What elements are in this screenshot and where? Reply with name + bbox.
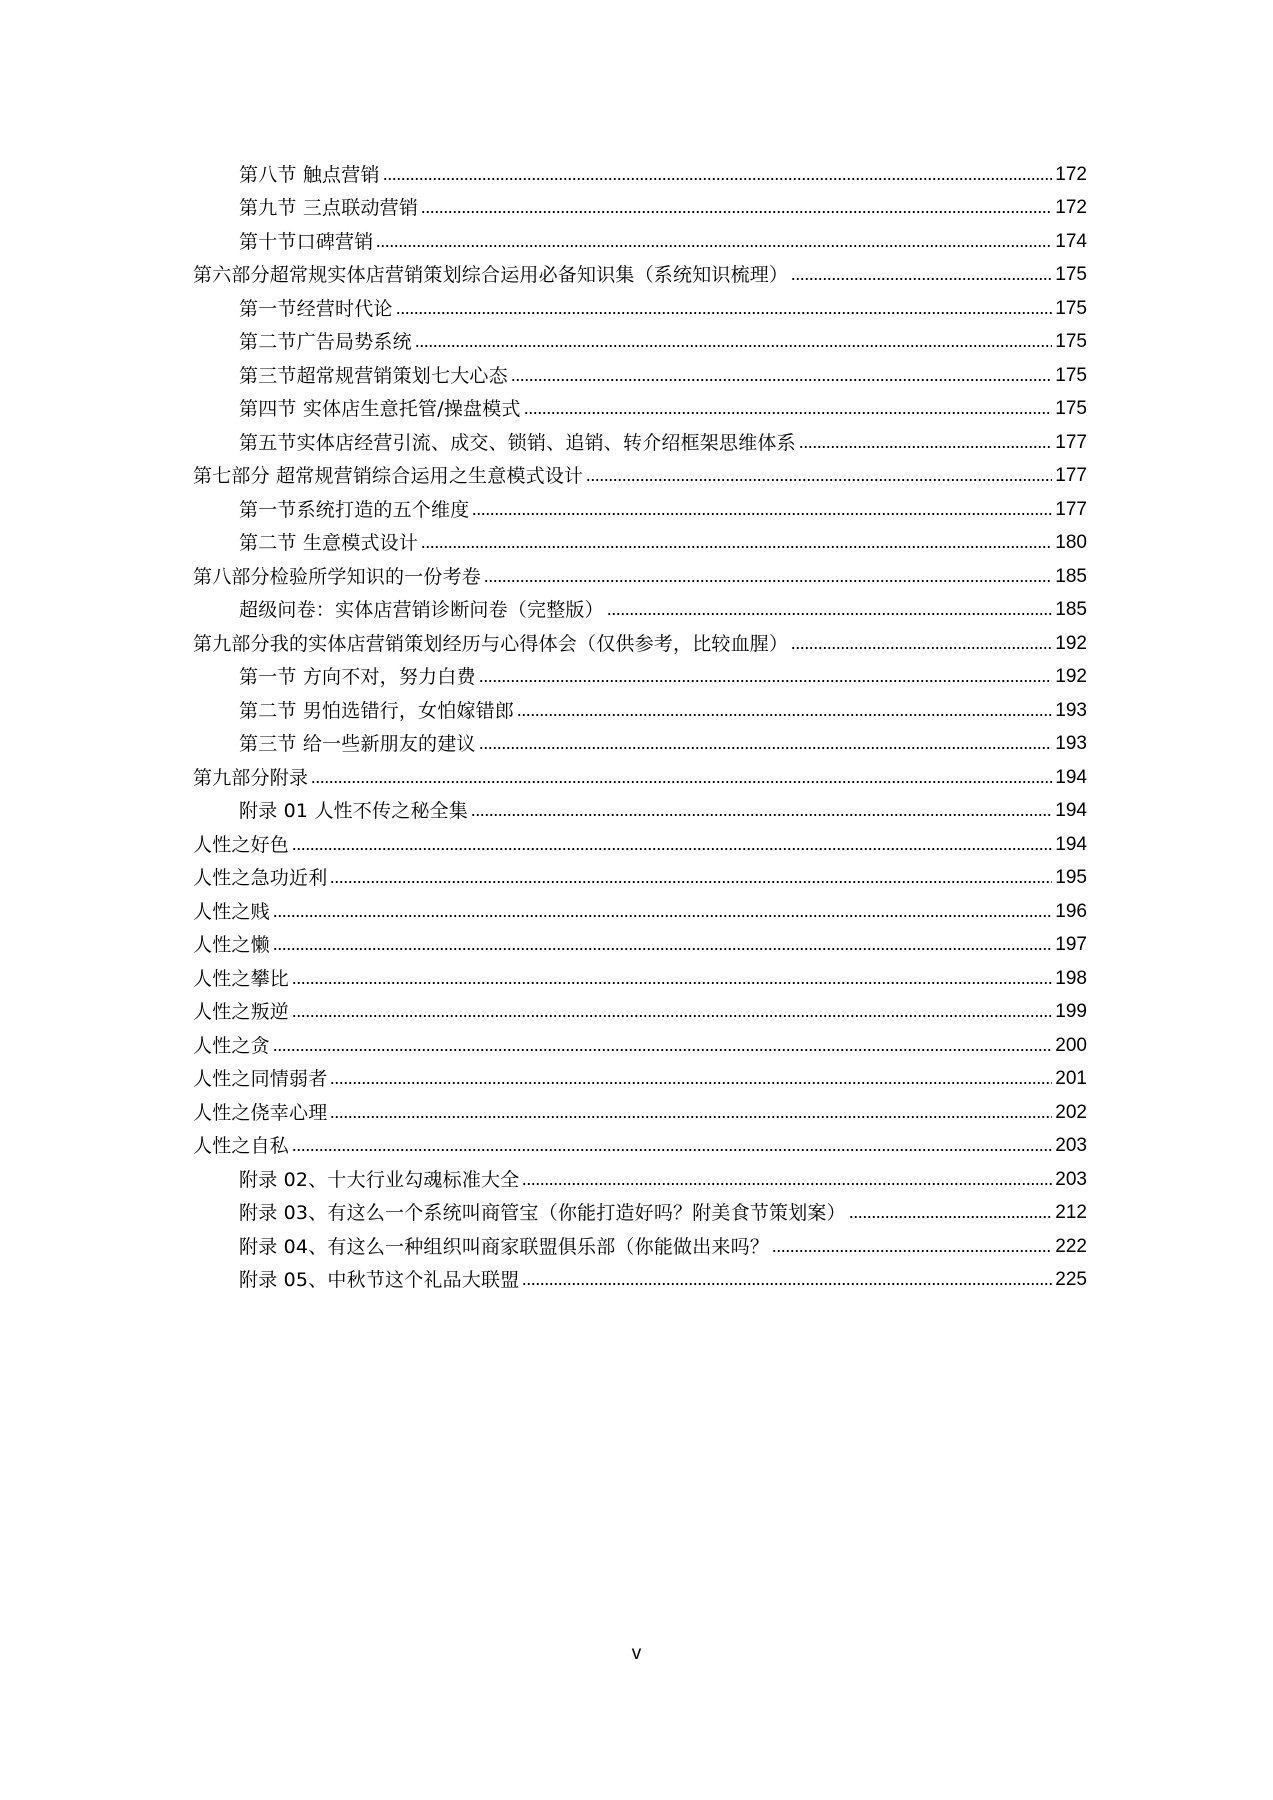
- toc-entry-title: 第一节系统打造的五个维度: [239, 498, 470, 521]
- toc-entry-title: 人性之侥幸心理: [193, 1101, 328, 1124]
- toc-entry-page-number: 192: [1055, 666, 1087, 687]
- page-number: v: [631, 1643, 642, 1664]
- toc-entry[interactable]: [193, 154, 1087, 188]
- toc-entry[interactable]: [193, 858, 1087, 892]
- toc-entry-title: 人性之叛逆: [193, 1001, 290, 1023]
- toc-entry[interactable]: [193, 1059, 1087, 1093]
- toc-entry-title: 附录 02、十大行业勾魂标准大全: [239, 1168, 520, 1191]
- toc-entry-title: 附录 04、有这么一种组织叫商家联盟俱乐部（你能做出来吗？: [239, 1235, 770, 1258]
- toc-dot-leader: [472, 511, 1052, 517]
- toc-entry-page-number: 174: [1055, 230, 1087, 252]
- toc-dot-leader: [772, 1248, 1052, 1254]
- toc-entry-title: 第七部分 超常规营销综合运用之生意模式设计: [193, 465, 584, 487]
- toc-dot-leader: [292, 1147, 1052, 1153]
- toc-dot-leader: [586, 477, 1052, 483]
- toc-entry-page-number: 185: [1055, 599, 1087, 620]
- toc-entry[interactable]: [193, 925, 1087, 959]
- toc-entry-page-number: 194: [1055, 766, 1087, 788]
- toc-entry-page-number: 198: [1055, 967, 1087, 989]
- toc-entry-page-number: 177: [1055, 431, 1087, 453]
- toc-entry-page-number: 172: [1055, 163, 1087, 185]
- toc-entry-title: 人性之攀比: [193, 967, 290, 990]
- toc-entry-page-number: 203: [1055, 1135, 1087, 1156]
- toc-entry-page-number: 172: [1055, 197, 1087, 218]
- toc-dot-leader: [849, 1214, 1052, 1220]
- toc-entry-page-number: 201: [1055, 1068, 1087, 1089]
- toc-entry-title: 第九部分我的实体店营销策划经历与心得体会（仅供参考，比较血腥）: [193, 632, 789, 655]
- toc-entry[interactable]: [193, 590, 1087, 624]
- toc-entry-title: 第二节广告局势系统: [239, 331, 412, 353]
- toc-entry[interactable]: [193, 523, 1087, 557]
- toc-dot-leader: [607, 611, 1052, 617]
- toc-entry-title: 人性之懒: [193, 934, 270, 956]
- toc-entry[interactable]: [193, 456, 1087, 490]
- toc-entry[interactable]: [193, 958, 1087, 992]
- toc-dot-leader: [311, 779, 1052, 785]
- table-of-contents: [193, 154, 1087, 1293]
- toc-entry[interactable]: [193, 1226, 1087, 1260]
- toc-entry-page-number: 193: [1055, 699, 1087, 721]
- toc-entry-page-number: 194: [1055, 833, 1087, 855]
- toc-entry-title: 第五节实体店经营引流、成交、锁销、追销、转介绍框架思维体系: [239, 431, 796, 454]
- toc-entry[interactable]: [193, 1159, 1087, 1193]
- toc-entry-page-number: 175: [1055, 398, 1087, 419]
- toc-entry[interactable]: [193, 355, 1087, 389]
- toc-entry[interactable]: [193, 255, 1087, 289]
- toc-entry[interactable]: [193, 1193, 1087, 1227]
- toc-entry[interactable]: [193, 422, 1087, 456]
- toc-dot-leader: [517, 712, 1052, 718]
- toc-entry-title: 超级问卷：实体店营销诊断问卷（完整版）: [239, 599, 604, 621]
- toc-entry-page-number: 196: [1055, 900, 1087, 922]
- toc-entry[interactable]: [193, 824, 1087, 858]
- toc-entry[interactable]: [193, 690, 1087, 724]
- toc-entry-title: 人性之自私: [193, 1135, 290, 1157]
- toc-entry[interactable]: [193, 489, 1087, 523]
- toc-dot-leader: [471, 812, 1052, 818]
- toc-entry-page-number: 200: [1055, 1034, 1087, 1056]
- toc-dot-leader: [330, 1114, 1052, 1120]
- toc-dot-leader: [273, 946, 1052, 952]
- toc-entry-page-number: 197: [1055, 934, 1087, 955]
- toc-entry-title: 附录 03、有这么一个系统叫商管宝（你能打造好吗？附美食节策划案）: [239, 1202, 846, 1224]
- toc-entry[interactable]: [193, 724, 1087, 758]
- toc-dot-leader: [292, 980, 1052, 986]
- toc-entry[interactable]: [193, 322, 1087, 356]
- toc-entry[interactable]: [193, 1025, 1087, 1059]
- toc-entry-page-number: 175: [1055, 264, 1087, 285]
- toc-entry-title: 第一节 方向不对，努力白费: [239, 666, 476, 688]
- toc-entry-title: 第十节口碑营销: [239, 230, 374, 253]
- toc-dot-leader: [330, 1080, 1052, 1086]
- toc-dot-leader: [292, 846, 1052, 852]
- toc-dot-leader: [421, 544, 1052, 550]
- toc-entry[interactable]: [193, 1092, 1087, 1126]
- toc-entry-title: 附录 01 人性不传之秘全集: [239, 800, 469, 822]
- toc-dot-leader: [396, 310, 1053, 316]
- toc-entry-page-number: 175: [1055, 297, 1087, 319]
- toc-entry-title: 第二节 生意模式设计: [239, 532, 419, 554]
- toc-dot-leader: [791, 276, 1052, 282]
- toc-entry-title: 第八部分检验所学知识的一份考卷: [193, 565, 482, 588]
- toc-entry[interactable]: [193, 1260, 1087, 1294]
- toc-entry[interactable]: [193, 221, 1087, 255]
- toc-entry[interactable]: [193, 757, 1087, 791]
- toc-dot-leader: [383, 176, 1053, 182]
- toc-entry[interactable]: [193, 188, 1087, 222]
- toc-dot-leader: [376, 243, 1052, 249]
- toc-entry-title: 人性之贪: [193, 1034, 270, 1057]
- toc-entry[interactable]: [193, 657, 1087, 691]
- toc-dot-leader: [522, 1181, 1052, 1187]
- toc-entry-page-number: 192: [1055, 632, 1087, 654]
- toc-dot-leader: [415, 343, 1052, 349]
- toc-entry-page-number: 185: [1055, 565, 1087, 587]
- toc-entry-page-number: 199: [1055, 1001, 1087, 1022]
- toc-entry-page-number: 180: [1055, 532, 1087, 553]
- toc-entry-title: 附录 05、中秋节这个礼品大联盟: [239, 1269, 520, 1291]
- toc-dot-leader: [292, 1013, 1052, 1019]
- toc-entry-page-number: 175: [1055, 364, 1087, 386]
- toc-entry-page-number: 177: [1055, 498, 1087, 520]
- toc-entry-title: 人性之急功近利: [193, 867, 328, 889]
- toc-dot-leader: [799, 444, 1052, 450]
- toc-entry-title: 第八节 触点营销: [239, 163, 380, 186]
- toc-dot-leader: [484, 578, 1052, 584]
- toc-entry-page-number: 222: [1055, 1235, 1087, 1257]
- toc-dot-leader: [524, 410, 1053, 416]
- toc-entry-page-number: 194: [1055, 800, 1087, 821]
- toc-dot-leader: [791, 645, 1052, 651]
- toc-entry-title: 人性之贱: [193, 900, 270, 923]
- toc-entry-title: 第九节 三点联动营销: [239, 197, 419, 219]
- toc-entry-page-number: 177: [1055, 465, 1087, 486]
- toc-dot-leader: [273, 1047, 1052, 1053]
- toc-dot-leader: [479, 745, 1053, 751]
- toc-entry-page-number: 202: [1055, 1101, 1087, 1123]
- toc-entry[interactable]: [193, 288, 1087, 322]
- toc-entry-page-number: 203: [1055, 1168, 1087, 1190]
- toc-dot-leader: [522, 1281, 1052, 1287]
- toc-dot-leader: [421, 209, 1052, 215]
- toc-entry[interactable]: [193, 556, 1087, 590]
- toc-entry-title: 人性之好色: [193, 833, 290, 856]
- toc-entry[interactable]: [193, 623, 1087, 657]
- toc-entry-page-number: 195: [1055, 867, 1087, 888]
- toc-entry[interactable]: [193, 389, 1087, 423]
- toc-entry-page-number: 212: [1055, 1202, 1087, 1223]
- toc-entry-page-number: 175: [1055, 331, 1087, 352]
- toc-entry-page-number: 193: [1055, 733, 1087, 754]
- toc-entry-title: 第六部分超常规实体店营销策划综合运用必备知识集（系统知识梳理）: [193, 264, 789, 286]
- toc-entry-title: 第三节 给一些新朋友的建议: [239, 733, 476, 755]
- toc-entry-title: 第一节经营时代论: [239, 297, 393, 320]
- toc-entry-title: 第三节超常规营销策划七大心态: [239, 364, 508, 387]
- toc-entry-title: 第九部分附录: [193, 766, 309, 789]
- toc-entry[interactable]: [193, 891, 1087, 925]
- toc-dot-leader: [330, 879, 1052, 885]
- toc-entry-title: 第四节 实体店生意托管/操盘模式: [239, 398, 521, 420]
- toc-dot-leader: [479, 678, 1053, 684]
- toc-entry-title: 第二节 男怕选错行，女怕嫁错郎: [239, 699, 515, 722]
- toc-entry-page-number: 225: [1055, 1269, 1087, 1290]
- toc-entry[interactable]: [193, 992, 1087, 1026]
- toc-dot-leader: [273, 913, 1052, 919]
- toc-dot-leader: [511, 377, 1052, 383]
- toc-entry-title: 人性之同情弱者: [193, 1068, 328, 1090]
- toc-entry[interactable]: [193, 1126, 1087, 1160]
- toc-entry[interactable]: [193, 791, 1087, 825]
